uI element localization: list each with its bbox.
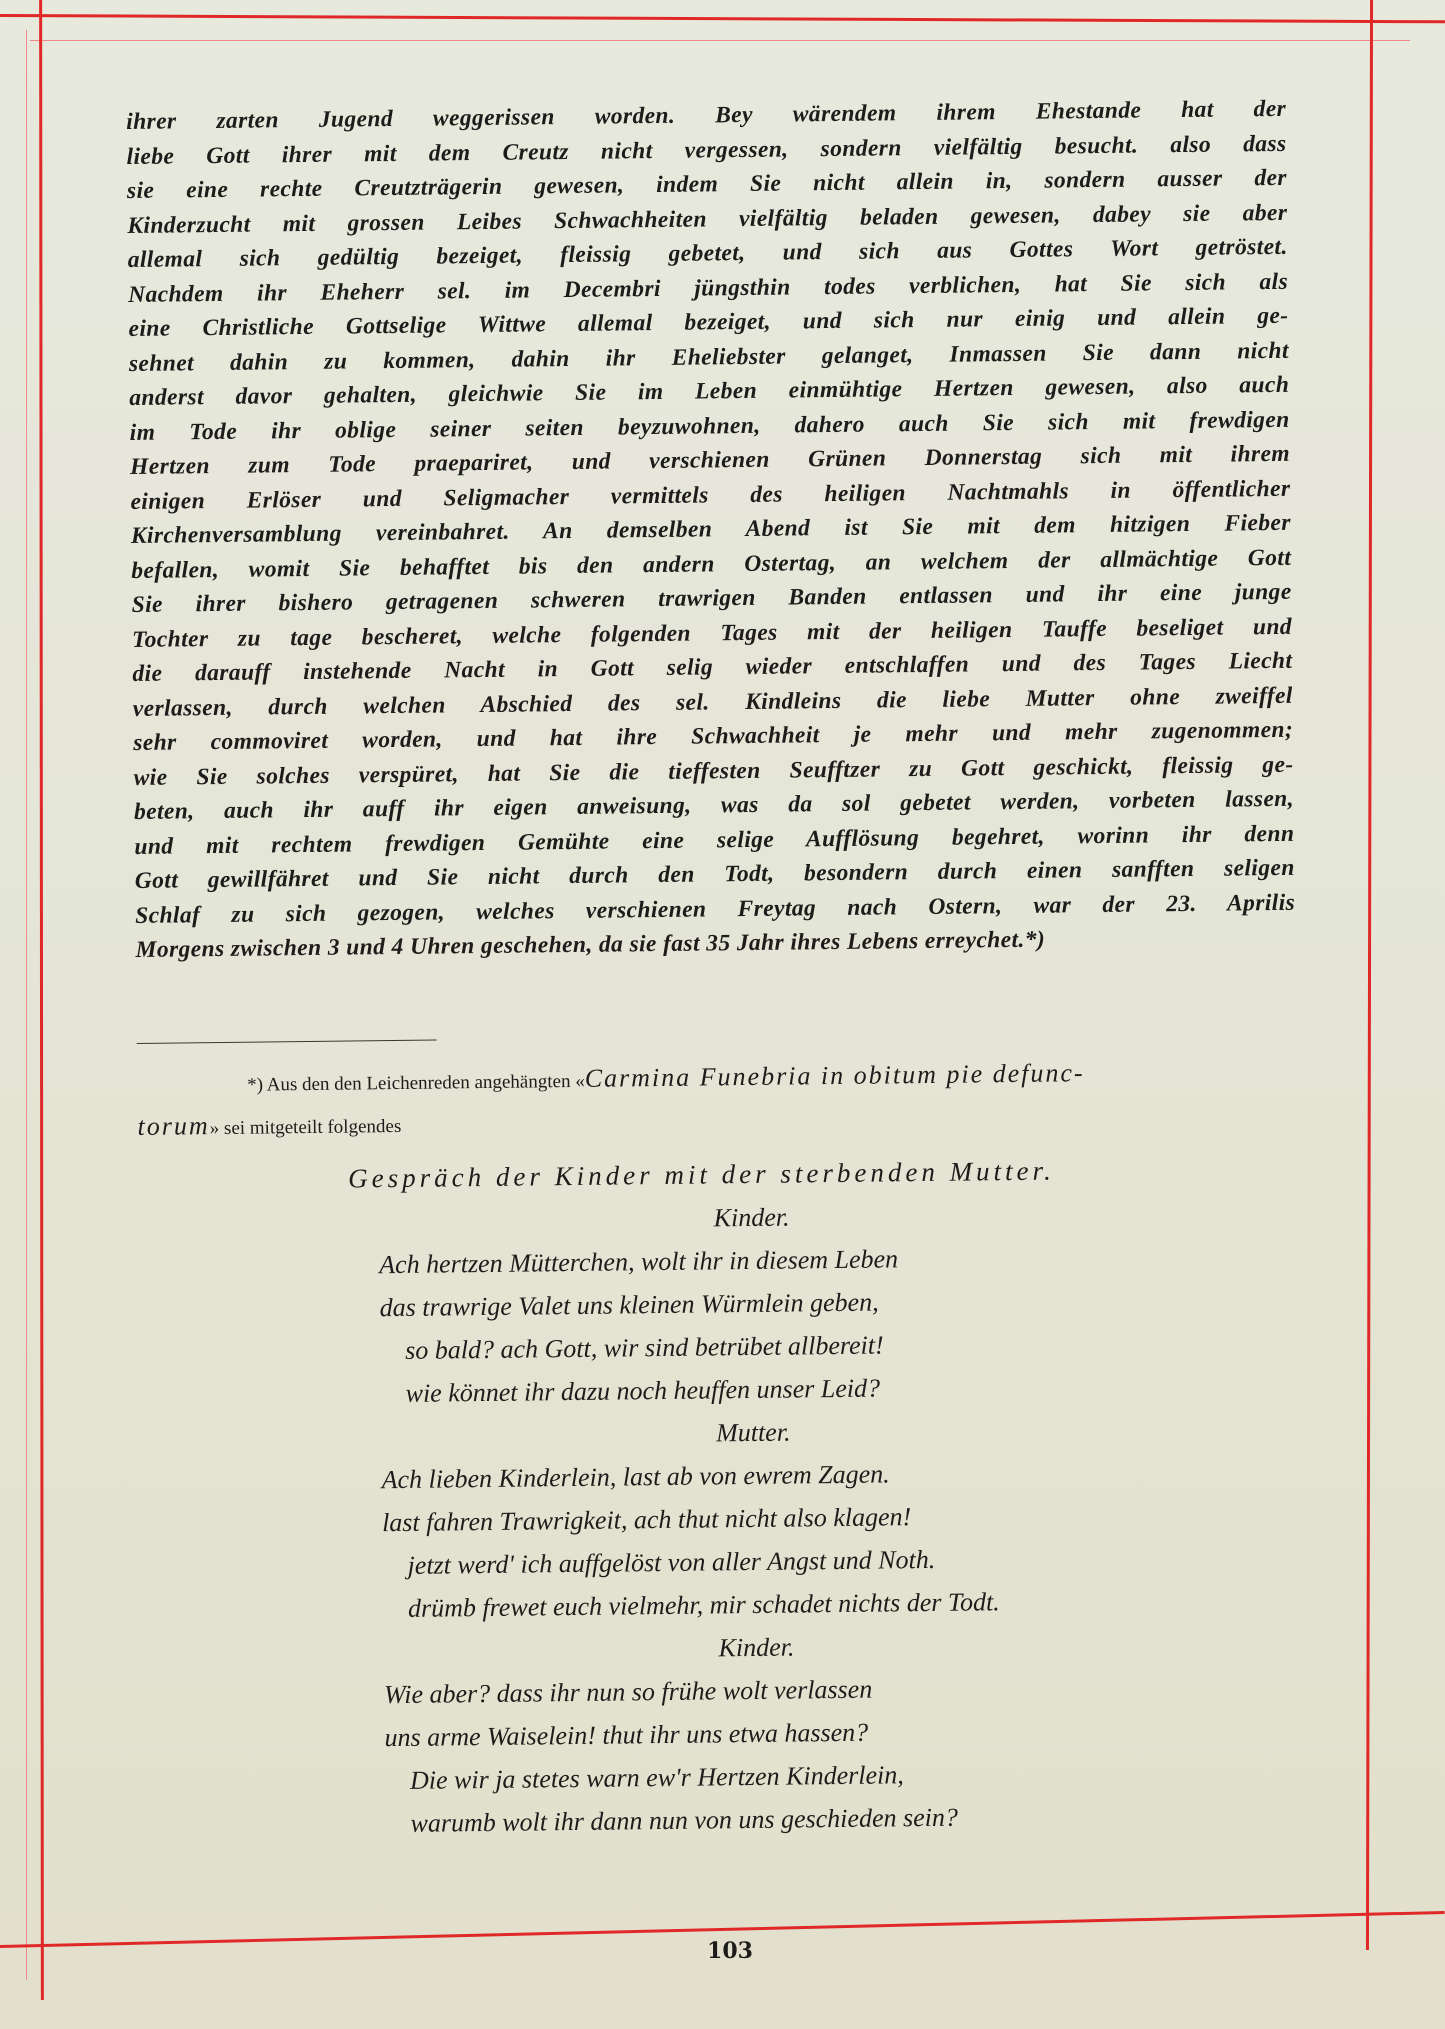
body-line: Nachdem ihr Eheherr sel. im Decembri jüngsthin todes verblichen, hat Sie sich als xyxy=(128,268,1289,308)
poem-title: Gespräch der Kinder mit der sterbenden Mutter. xyxy=(348,1155,1055,1194)
poem-verse: wie könnet ihr dazu noch heuffen unser Leid? xyxy=(405,1373,881,1408)
poem-verse: Ach lieben Kinderlein, last ab von ewrem Zagen. xyxy=(381,1458,890,1494)
page-content xyxy=(126,92,1306,1848)
footnote-text-a: Aus den den Leichenreden angehängten « xyxy=(266,1070,585,1095)
body-line: beten, auch ihr auff ihr eigen anweisung, was da sol gebetet werden, vorbeten lassen, xyxy=(133,785,1295,825)
footnote-line-1 xyxy=(137,1050,1297,1106)
body-line: verlassen, durch welchen Abschied des sel. Kindleins die liebe Mutter ohne zweiffel xyxy=(132,682,1293,722)
body-line: Kirchenversamblung vereinbahret. An demselben Abend ist Sie mit dem hitzigen Fieber xyxy=(130,509,1291,549)
page-number: 103 xyxy=(707,1938,753,1964)
footnote-separator xyxy=(137,1039,437,1043)
left-red-rule xyxy=(39,0,44,2000)
poem xyxy=(138,1146,1306,1847)
body-line: sehnet dahin zu kommen, dahin ihr Eheliebster gelanget, Inmassen Sie dann nicht xyxy=(128,337,1290,377)
body-line: Hertzen zum Tode praepariret, und verschienen Grünen Donnerstag sich mit ihrem xyxy=(129,440,1291,480)
poem-verse: drümb frewet euch vielmehr, mir schadet nichts der Todt. xyxy=(407,1586,1000,1623)
poem-verse: uns arme Waiselein! thut ihr uns etwa hassen? xyxy=(384,1717,869,1752)
body-line: Schlaf zu sich gezogen, welches verschienen Freytag nach Ostern, war der 23. Aprilis xyxy=(135,889,1296,929)
poem-verse: jetzt werd' ich auffgelöst von aller Angst und Noth. xyxy=(407,1544,936,1580)
body-line: ihrer zarten Jugend weggerissen worden. Bey wärendem ihrem Ehestande hat der xyxy=(126,95,1287,135)
poem-verse: so bald? ach Gott, wir sind betrübet allbereit! xyxy=(404,1329,884,1365)
body-line: wie Sie solches verspüret, hat Sie die tieffesten Seufftzer zu Gott geschickt, fleissig ge- xyxy=(133,751,1294,791)
poem-verse: warumb wolt ihr dann nun von uns geschieden sein? xyxy=(410,1802,959,1838)
poem-speaker: Mutter. xyxy=(715,1417,791,1447)
poem-verse: last fahren Trawrigkeit, ach thut nicht also klagen! xyxy=(381,1501,912,1537)
body-line: Morgens zwischen 3 und 4 Uhren geschehen, da sie fast 35 Jahr ihres Lebens erreychet.*) xyxy=(135,926,1046,963)
footnote-line-2 xyxy=(137,1110,402,1141)
body-line: anderst davor gehalten, gleichwie Sie im Leben einmühtige Hertzen gewesen, also auch xyxy=(129,371,1290,411)
footnote-title-a: Carmina Funebria in obitum pie defunc- xyxy=(584,1057,1085,1093)
body-line: liebe Gott ihrer mit dem Creutz nicht vergessen, sondern vielfältig besucht. also dass xyxy=(126,130,1287,170)
body-line: Gott gewillfähret und Sie nicht durch den Todt, besondern durch einen sanfften seligen xyxy=(134,854,1295,894)
body-line: Tochter zu tage bescheret, welche folgenden Tages mit der heiligen Tauffe beseliget und xyxy=(131,613,1293,653)
right-red-rule xyxy=(1366,0,1373,1950)
body-line: die darauff instehende Nacht in Gott selig wieder entschlaffen und des Tages Liecht xyxy=(132,647,1293,687)
body-line: einigen Erlöser und Seligmacher vermittels des heiligen Nachtmahls in öffentlicher xyxy=(130,475,1291,515)
body-line: befallen, womit Sie behafftet bis den andern Ostertag, an welchem der allmächtige Gott xyxy=(131,544,1292,584)
poem-verse: Wie aber? dass ihr nun so frühe wolt verlassen xyxy=(383,1674,873,1709)
body-line: eine Christliche Gottselige Wittwe allemal bezeiget, und sich nur einig und allein ge- xyxy=(128,302,1289,342)
poem-speaker: Kinder. xyxy=(718,1632,795,1662)
body-line: sie eine rechte Creutzträgerin gewesen, indem Sie nicht allein in, sondern ausser der xyxy=(126,164,1288,204)
inner-left-border xyxy=(26,30,27,1980)
footnote xyxy=(137,1050,1298,1149)
top-red-rule xyxy=(0,14,1445,23)
poem-verse: Ach hertzen Mütterchen, wolt ihr in diesem Leben xyxy=(379,1243,899,1279)
footnote-marker: *) xyxy=(247,1074,264,1096)
body-line: Kinderzucht mit grossen Leibes Schwachheiten vielfältig beladen gewesen, dabey sie aber xyxy=(127,199,1288,239)
body-line: und mit rechtem frewdigen Gemühte eine selige Aufflösung begehret, worinn ihr denn xyxy=(134,820,1295,860)
body-line: allemal sich gedültig bezeiget, fleissig gebetet, und sich aus Gottes Wort getröstet. xyxy=(127,233,1288,273)
body-line: sehr commoviret worden, und hat ihre Schwachheit je mehr und mehr zugenommen; xyxy=(133,716,1294,756)
body-line: Sie ihrer bishero getragenen schweren trawrigen Banden entlassen und ihr eine junge xyxy=(131,578,1292,618)
poem-verse: das trawrige Valet uns kleinen Würmlein geben, xyxy=(379,1287,879,1322)
inner-top-border xyxy=(30,40,1410,41)
body-line: im Tode ihr oblige seiner seiten beyzuwohnen, dahero auch Sie sich mit frewdigen xyxy=(129,406,1290,446)
poem-speaker: Kinder. xyxy=(713,1202,790,1232)
footnote-title-b: torum xyxy=(137,1110,210,1141)
poem-verse: Die wir ja stetes warn ew'r Hertzen Kinderlein, xyxy=(409,1759,904,1795)
body-paragraph xyxy=(126,92,1296,968)
footnote-text-b: » sei mitgeteilt folgendes xyxy=(209,1115,402,1139)
